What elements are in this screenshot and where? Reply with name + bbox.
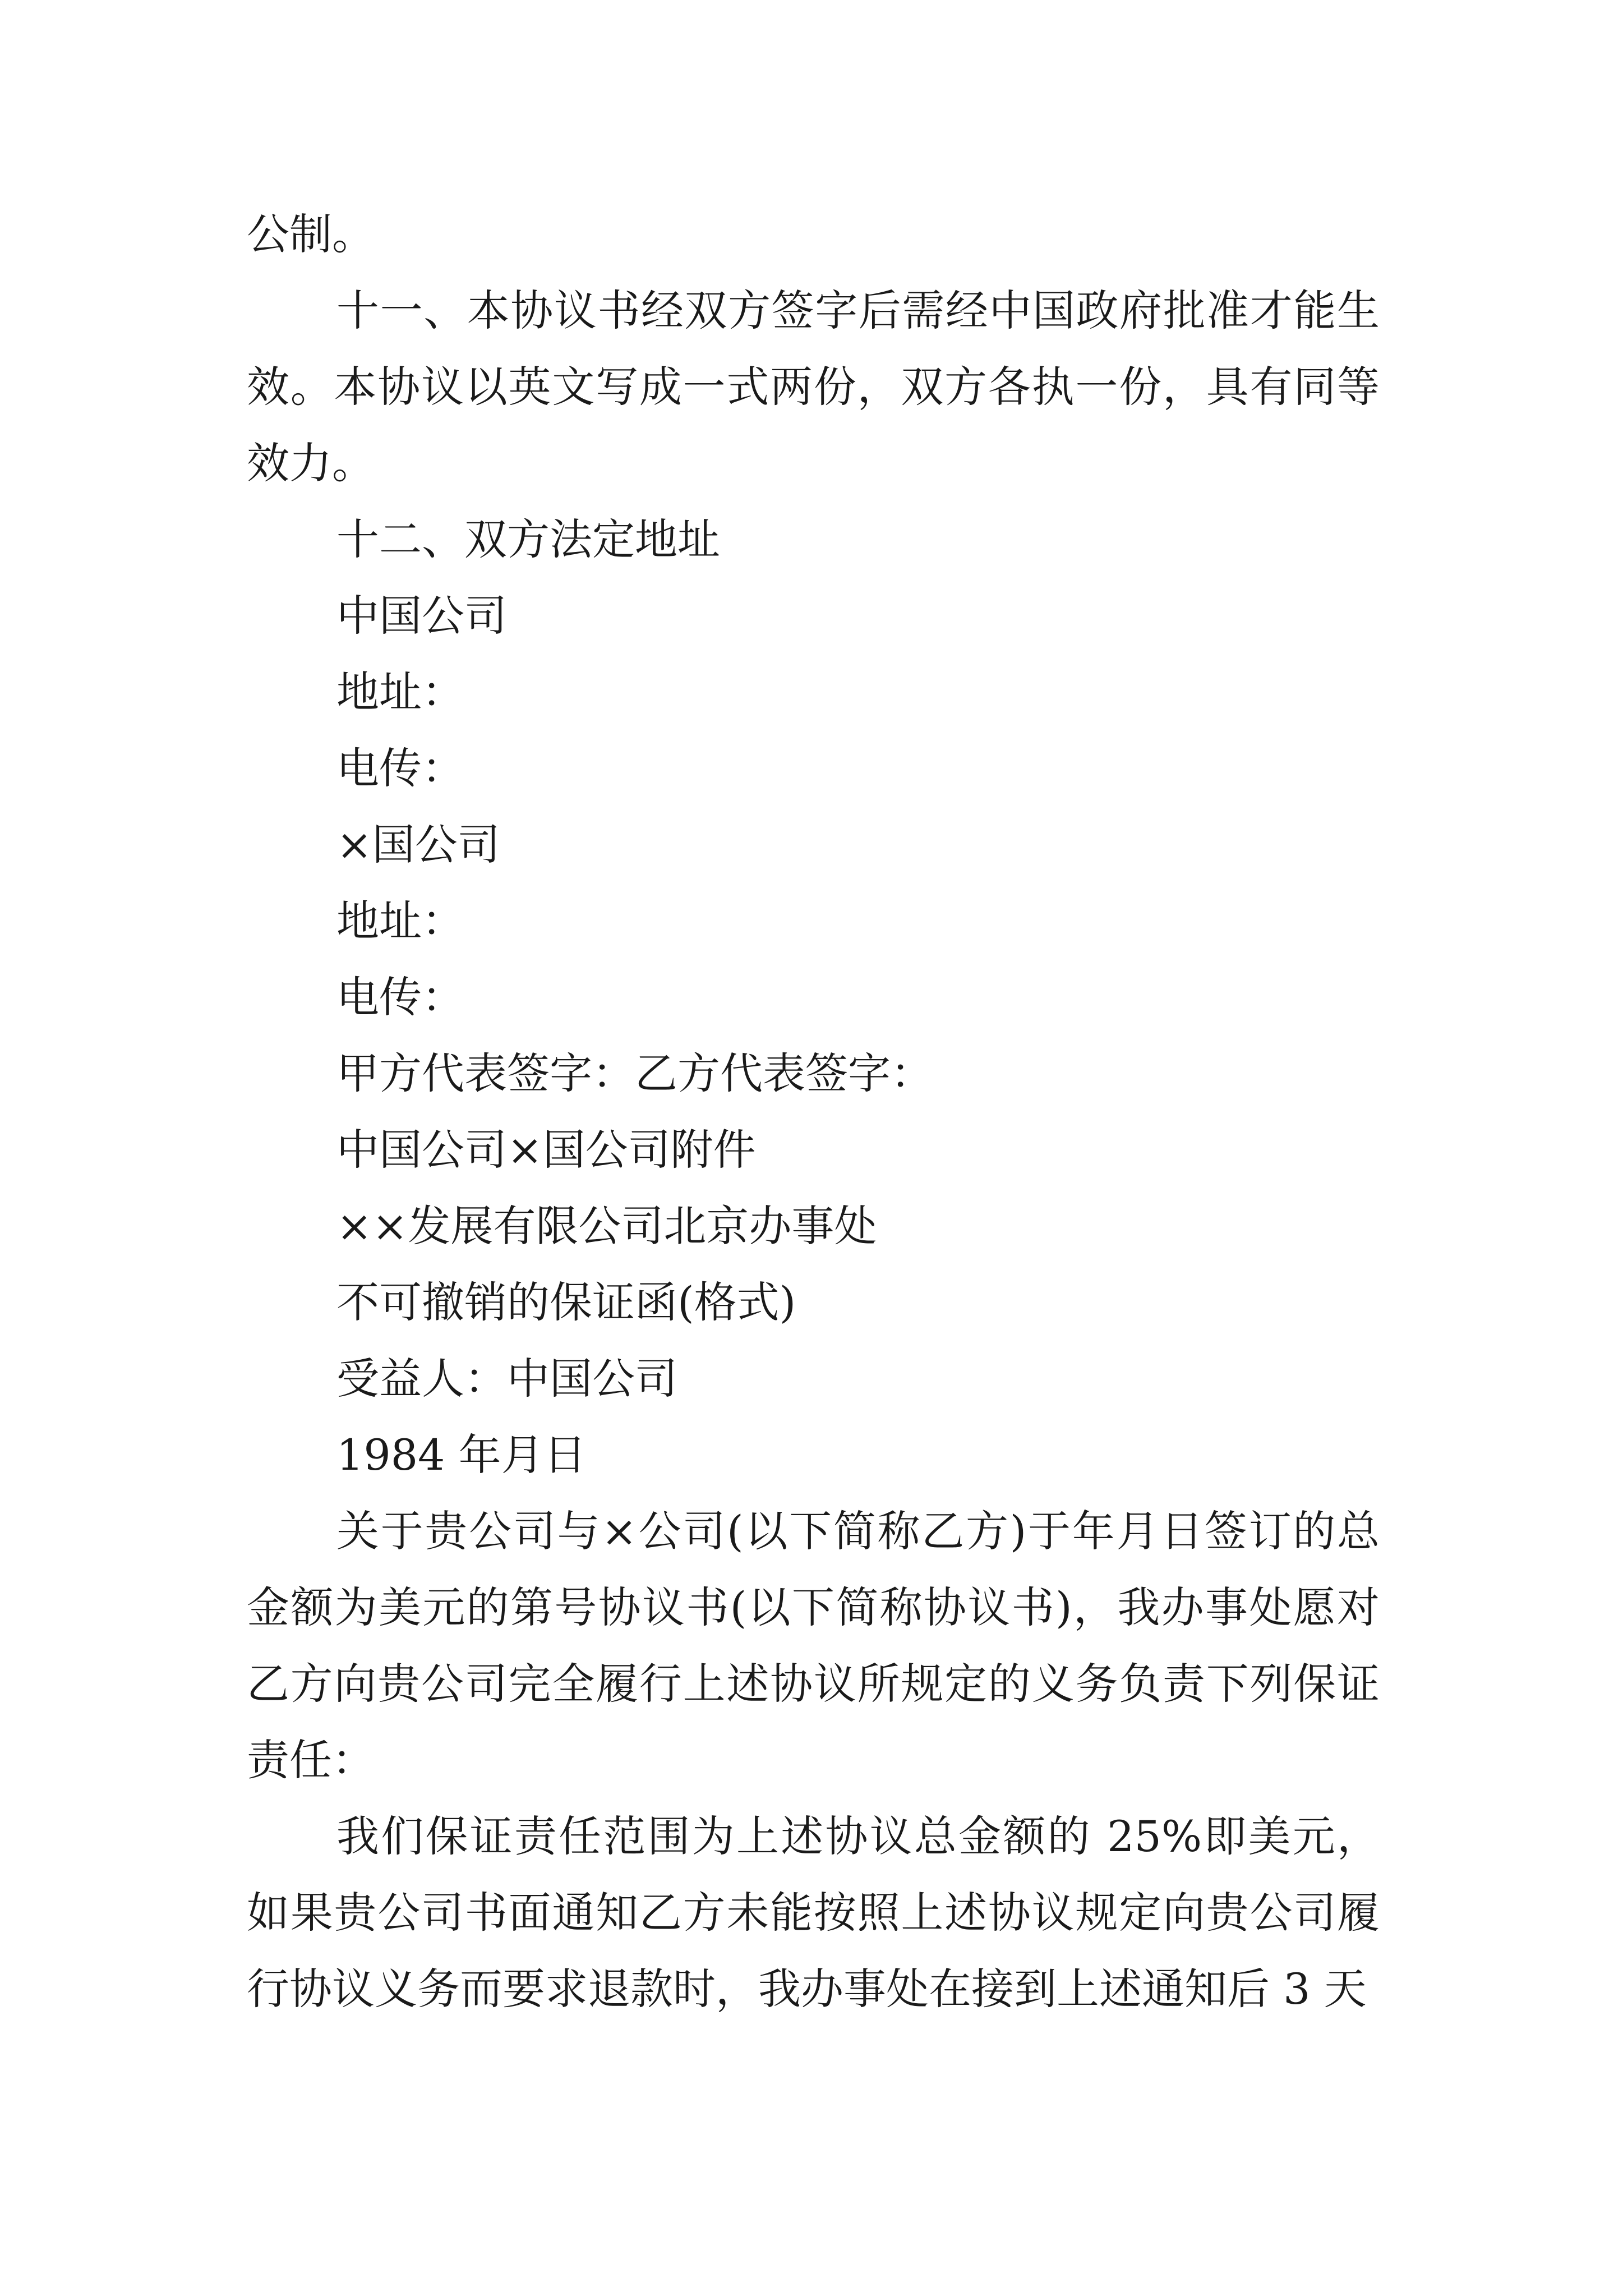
party-a-telex-label: 电传： bbox=[336, 743, 464, 793]
guarantor-name: ××发展有限公司北京办事处 bbox=[336, 1201, 877, 1251]
beneficiary-line: 受益人：中国公司 bbox=[336, 1354, 677, 1404]
document-body bbox=[247, 196, 1380, 2027]
paragraph-continuation: 公制。 bbox=[247, 209, 375, 259]
date-line: 1984 年月日 bbox=[336, 1430, 587, 1480]
signature-line: 甲方代表签字：乙方代表签字： bbox=[336, 1048, 933, 1098]
guarantee-letter-title: 不可撤销的保证函(格式) bbox=[336, 1277, 796, 1327]
party-b-address-label: 地址： bbox=[336, 896, 464, 946]
party-b-telex-label: 电传： bbox=[336, 972, 464, 1022]
party-b-name: ×国公司 bbox=[336, 820, 500, 869]
party-a-name: 中国公司 bbox=[336, 591, 507, 641]
paragraph-clause-12-heading: 十二、双方法定地址 bbox=[336, 514, 720, 564]
paragraph-clause-11: 十一、本协议书经双方签字后需经中国政府批准才能生效。本协议以英文写成一式两份，双方各执一份，具有同等效力。 bbox=[247, 286, 1380, 488]
guarantee-paragraph-2: 我们保证责任范围为上述协议总金额的 25%即美元，如果贵公司书面通知乙方未能按照上述协议规定向贵公司履行协议义务而要求退款时，我办事处在接到上述通知后 3 天 bbox=[247, 1811, 1380, 2014]
guarantee-paragraph-1: 关于贵公司与×公司(以下简称乙方)于年月日签订的总金额为美元的第号协议书(以下简称协议书)，我办事处愿对乙方向贵公司完全履行上述协议所规定的义务负责下列保证责任： bbox=[247, 1506, 1380, 1785]
party-a-address-label: 地址： bbox=[336, 667, 464, 717]
parties-attachment-line: 中国公司×国公司附件 bbox=[336, 1125, 756, 1175]
